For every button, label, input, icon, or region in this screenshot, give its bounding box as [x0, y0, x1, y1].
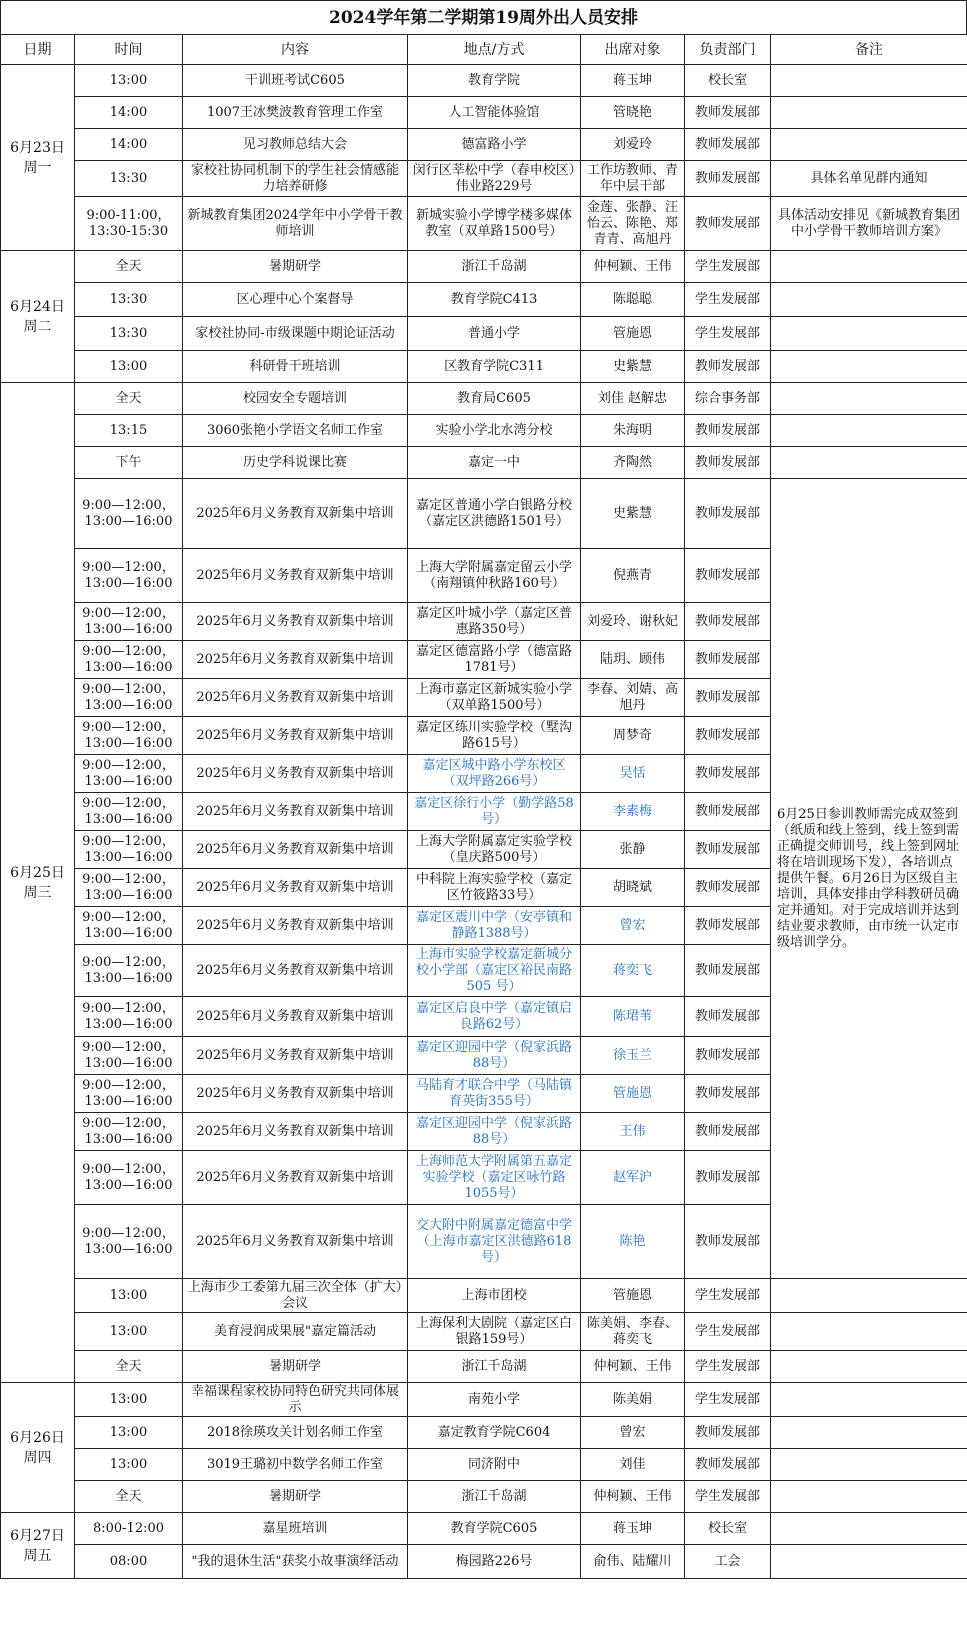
content-cell: 2025年6月义务教育双新集中培训 [183, 1075, 408, 1113]
content-cell: 2025年6月义务教育双新集中培训 [183, 755, 408, 793]
place-cell: 浙江千岛湖 [408, 1481, 581, 1513]
place-cell: 嘉定区城中路小学东校区（双坪路266号） [408, 755, 581, 793]
people-cell: 张静 [581, 831, 685, 869]
dept-cell: 学生发展部 [685, 1481, 771, 1513]
table-row [1, 65, 967, 97]
place-cell: 浙江千岛湖 [408, 251, 581, 283]
dept-cell: 教师发展部 [685, 97, 771, 129]
note-cell [771, 97, 967, 129]
time-cell: 14:00 [75, 129, 183, 161]
people-cell: 赵军沪 [581, 1151, 685, 1205]
time-cell: 9:00—12:00，13:00—16:00 [75, 603, 183, 641]
people-cell: 刘佳 [581, 1449, 685, 1481]
table-row [1, 1313, 967, 1351]
people-cell: 倪燕青 [581, 549, 685, 603]
people-cell: 蒋玉坤 [581, 1513, 685, 1545]
note-cell [771, 1417, 967, 1449]
note-cell [771, 415, 967, 447]
dept-cell: 教师发展部 [685, 641, 771, 679]
content-cell: 幸福课程家校协同特色研究共同体展示 [183, 1383, 408, 1417]
place-cell: 嘉定区叶城小学（嘉定区普惠路350号） [408, 603, 581, 641]
table-row [1, 283, 967, 317]
people-cell: 李春、刘婧、高旭丹 [581, 679, 685, 717]
time-cell: 13:00 [75, 1449, 183, 1481]
dept-cell: 学生发展部 [685, 1383, 771, 1417]
weekday-text: 周三 [23, 884, 52, 901]
dept-cell: 教师发展部 [685, 793, 771, 831]
people-cell: 刘爱玲、谢秋妃 [581, 603, 685, 641]
page-title: 2024学年第二学期第19周外出人员安排 [0, 0, 967, 34]
people-cell: 陈聪聪 [581, 283, 685, 317]
time-cell: 13:30 [75, 161, 183, 197]
place-cell: 实验小学北水湾分校 [408, 415, 581, 447]
people-cell: 陈艳 [581, 1205, 685, 1279]
dept-cell: 教师发展部 [685, 907, 771, 945]
content-cell: 见习教师总结大会 [183, 129, 408, 161]
content-cell: 历史学科说课比赛 [183, 447, 408, 479]
note-cell [771, 65, 967, 97]
table-row [1, 97, 967, 129]
table-row [1, 1513, 967, 1545]
place-cell: 教育学院 [408, 65, 581, 97]
note-cell [771, 1351, 967, 1383]
content-cell: 科研骨干班培训 [183, 351, 408, 383]
note-cell [771, 383, 967, 415]
place-cell: 嘉定区德富路小学（德富路1781号） [408, 641, 581, 679]
content-cell: 2025年6月义务教育双新集中培训 [183, 869, 408, 907]
date-text: 6月27日 [10, 1527, 65, 1544]
place-cell: 嘉定区迎园中学（倪家浜路88号） [408, 1113, 581, 1151]
people-cell: 李素梅 [581, 793, 685, 831]
people-cell: 管晓艳 [581, 97, 685, 129]
time-cell: 9:00—12:00，13:00—16:00 [75, 869, 183, 907]
content-cell: 上海市少工委第九届三次全体（扩大）会议 [183, 1279, 408, 1313]
content-cell: 2025年6月义务教育双新集中培训 [183, 831, 408, 869]
date-cell [1, 1383, 75, 1513]
dept-cell: 教师发展部 [685, 831, 771, 869]
weekday-text: 周四 [23, 1449, 52, 1466]
time-cell: 13:00 [75, 1279, 183, 1313]
place-cell: 人工智能体验馆 [408, 97, 581, 129]
people-cell: 曾宏 [581, 1417, 685, 1449]
table-row [1, 1351, 967, 1383]
note-cell [771, 251, 967, 283]
place-cell: 梅园路226号 [408, 1545, 581, 1579]
time-cell: 13:00 [75, 351, 183, 383]
place-cell: 交大附中附属嘉定德富中学（上海市嘉定区洪德路618号） [408, 1205, 581, 1279]
content-cell: 2025年6月义务教育双新集中培训 [183, 679, 408, 717]
place-cell: 嘉定教育学院C604 [408, 1417, 581, 1449]
content-cell: 2025年6月义务教育双新集中培训 [183, 603, 408, 641]
dept-cell: 教师发展部 [685, 1417, 771, 1449]
time-cell: 08:00 [75, 1545, 183, 1579]
people-cell: 金莲、张静、汪怡云、陈艳、郑青青、高旭丹 [581, 197, 685, 251]
table-row [1, 251, 967, 283]
people-cell: 仲柯颖、王伟 [581, 1481, 685, 1513]
people-cell: 朱海明 [581, 415, 685, 447]
place-cell: 嘉定一中 [408, 447, 581, 479]
place-cell: 教育局C605 [408, 383, 581, 415]
date-cell [1, 1513, 75, 1579]
people-cell: 史紫慧 [581, 479, 685, 549]
time-cell: 9:00—12:00，13:00—16:00 [75, 1075, 183, 1113]
time-cell: 13:00 [75, 1313, 183, 1351]
dept-cell: 教师发展部 [685, 755, 771, 793]
header-dept: 负责部门 [685, 35, 771, 65]
time-cell: 13:30 [75, 283, 183, 317]
dept-cell: 综合事务部 [685, 383, 771, 415]
people-cell: 蒋奕飞 [581, 945, 685, 997]
content-cell: 2025年6月义务教育双新集中培训 [183, 1151, 408, 1205]
place-cell: 上海保利大剧院（嘉定区白银路159号） [408, 1313, 581, 1351]
people-cell: 刘爱玲 [581, 129, 685, 161]
time-cell: 9:00—12:00，13:00—16:00 [75, 1205, 183, 1279]
people-cell: 陈美娟 [581, 1383, 685, 1417]
table-row [1, 1545, 967, 1579]
content-cell: 干训班考试C605 [183, 65, 408, 97]
time-cell: 9:00—12:00，13:00—16:00 [75, 755, 183, 793]
dept-cell: 教师发展部 [685, 945, 771, 997]
content-cell: 2025年6月义务教育双新集中培训 [183, 1113, 408, 1151]
content-cell: 2025年6月义务教育双新集中培训 [183, 641, 408, 679]
people-cell: 徐玉兰 [581, 1037, 685, 1075]
dept-cell: 学生发展部 [685, 283, 771, 317]
place-cell: 区教育学院C311 [408, 351, 581, 383]
people-cell: 周梦奇 [581, 717, 685, 755]
dept-cell: 教师发展部 [685, 717, 771, 755]
place-cell: 闵行区莘松中学（春申校区）伟业路229号 [408, 161, 581, 197]
time-cell: 9:00-11:00，13:30-15:30 [75, 197, 183, 251]
people-cell: 仲柯颖、王伟 [581, 1351, 685, 1383]
place-cell: 中科院上海实验学校（嘉定区竹筱路33号） [408, 869, 581, 907]
content-cell: 嘉星班培训 [183, 1513, 408, 1545]
place-cell: 嘉定区震川中学（安亭镇和静路1388号） [408, 907, 581, 945]
dept-cell: 教师发展部 [685, 351, 771, 383]
place-cell: 普通小学 [408, 317, 581, 351]
dept-cell: 校长室 [685, 1513, 771, 1545]
people-cell: 管施恩 [581, 317, 685, 351]
note-cell [771, 1313, 967, 1351]
note-cell [771, 351, 967, 383]
content-cell: 2018徐瑛攻关计划名师工作室 [183, 1417, 408, 1449]
place-cell: 德富路小学 [408, 129, 581, 161]
weekday-text: 周一 [23, 159, 52, 176]
date-text: 6月26日 [10, 1429, 65, 1446]
table-row [1, 479, 967, 549]
time-cell: 全天 [75, 251, 183, 283]
time-cell: 9:00—12:00，13:00—16:00 [75, 945, 183, 997]
dept-cell: 教师发展部 [685, 869, 771, 907]
place-cell: 上海市实验学校嘉定新城分校小学部（嘉定区裕民南路 505 号） [408, 945, 581, 997]
people-cell: 吴恬 [581, 755, 685, 793]
time-cell: 9:00—12:00，13:00—16:00 [75, 549, 183, 603]
dept-cell: 教师发展部 [685, 1205, 771, 1279]
note-cell [771, 1545, 967, 1579]
weekday-text: 周二 [23, 318, 52, 335]
people-cell: 俞伟、陆耀川 [581, 1545, 685, 1579]
note-cell [771, 129, 967, 161]
content-cell: 2025年6月义务教育双新集中培训 [183, 945, 408, 997]
people-cell: 管施恩 [581, 1279, 685, 1313]
note-cell: 具体名单见群内通知 [771, 161, 967, 197]
table-row [1, 447, 967, 479]
header-people: 出席对象 [581, 35, 685, 65]
place-cell: 浙江千岛湖 [408, 1351, 581, 1383]
place-cell: 上海市嘉定区新城实验小学（双单路1500号） [408, 679, 581, 717]
dept-cell: 教师发展部 [685, 1037, 771, 1075]
table-row [1, 317, 967, 351]
date-text: 6月23日 [10, 139, 65, 156]
table-row [1, 161, 967, 197]
people-cell: 齐陶然 [581, 447, 685, 479]
place-cell: 上海大学附属嘉定实验学校（皇庆路500号） [408, 831, 581, 869]
date-cell [1, 251, 75, 383]
time-cell: 9:00—12:00，13:00—16:00 [75, 1113, 183, 1151]
dept-cell: 教师发展部 [685, 1151, 771, 1205]
header-note: 备注 [771, 35, 967, 65]
table-row [1, 1449, 967, 1481]
time-cell: 9:00—12:00，13:00—16:00 [75, 641, 183, 679]
dept-cell: 教师发展部 [685, 1113, 771, 1151]
dept-cell: 教师发展部 [685, 415, 771, 447]
dept-cell: 教师发展部 [685, 161, 771, 197]
table-row [1, 351, 967, 383]
content-cell: 2025年6月义务教育双新集中培训 [183, 549, 408, 603]
table-row [1, 1383, 967, 1417]
content-cell: 暑期研学 [183, 1351, 408, 1383]
place-cell: 上海市团校 [408, 1279, 581, 1313]
content-cell: "我的退休生活"获奖小故事演绎活动 [183, 1545, 408, 1579]
time-cell: 全天 [75, 1351, 183, 1383]
place-cell: 嘉定区启良中学（嘉定镇启良路62号） [408, 997, 581, 1037]
table-row [1, 383, 967, 415]
time-cell: 9:00—12:00，13:00—16:00 [75, 479, 183, 549]
dept-cell: 学生发展部 [685, 1313, 771, 1351]
date-text: 6月25日 [10, 864, 65, 881]
dept-cell: 教师发展部 [685, 679, 771, 717]
people-cell: 陆玥、顾伟 [581, 641, 685, 679]
content-cell: 美育浸润成果展"嘉定篇活动 [183, 1313, 408, 1351]
people-cell: 陈美娟、李春、蒋奕飞 [581, 1313, 685, 1351]
dept-cell: 教师发展部 [685, 479, 771, 549]
dept-cell: 工会 [685, 1545, 771, 1579]
time-cell: 8:00-12:00 [75, 1513, 183, 1545]
header-row [1, 35, 967, 65]
content-cell: 2025年6月义务教育双新集中培训 [183, 717, 408, 755]
content-cell: 2025年6月义务教育双新集中培训 [183, 907, 408, 945]
schedule-table [0, 34, 967, 1579]
place-cell: 嘉定区迎园中学（倪家浜路88号） [408, 1037, 581, 1075]
table-row [1, 1417, 967, 1449]
time-cell: 9:00—12:00，13:00—16:00 [75, 717, 183, 755]
content-cell: 新城教育集团2024学年中小学骨干教师培训 [183, 197, 408, 251]
content-cell: 2025年6月义务教育双新集中培训 [183, 1205, 408, 1279]
date-cell [1, 65, 75, 251]
time-cell: 9:00—12:00，13:00—16:00 [75, 679, 183, 717]
dept-cell: 教师发展部 [685, 603, 771, 641]
table-row [1, 1481, 967, 1513]
people-cell: 仲柯颖、王伟 [581, 251, 685, 283]
note-cell [771, 447, 967, 479]
place-cell: 南苑小学 [408, 1383, 581, 1417]
table-row [1, 1279, 967, 1313]
dept-cell: 学生发展部 [685, 1351, 771, 1383]
table-row [1, 129, 967, 161]
date-text: 6月24日 [10, 298, 65, 315]
time-cell: 13:30 [75, 317, 183, 351]
place-cell: 嘉定区徐行小学（勤学路58号） [408, 793, 581, 831]
dept-cell: 教师发展部 [685, 129, 771, 161]
content-cell: 2025年6月义务教育双新集中培训 [183, 1037, 408, 1075]
time-cell: 14:00 [75, 97, 183, 129]
note-cell [771, 1481, 967, 1513]
place-cell: 教育学院C605 [408, 1513, 581, 1545]
place-cell: 马陆育才联合中学（马陆镇育英街355号） [408, 1075, 581, 1113]
people-cell: 蒋玉坤 [581, 65, 685, 97]
time-cell: 9:00—12:00，13:00—16:00 [75, 1151, 183, 1205]
time-cell: 13:15 [75, 415, 183, 447]
content-cell: 区心理中心个案督导 [183, 283, 408, 317]
dept-cell: 教师发展部 [685, 197, 771, 251]
people-cell: 王伟 [581, 1113, 685, 1151]
place-cell: 教育学院C413 [408, 283, 581, 317]
content-cell: 校园安全专题培训 [183, 383, 408, 415]
time-cell: 下午 [75, 447, 183, 479]
place-cell: 上海大学附属嘉定留云小学（南翔镇仲秋路160号） [408, 549, 581, 603]
note-cell [771, 1513, 967, 1545]
dept-cell: 校长室 [685, 65, 771, 97]
dept-cell: 学生发展部 [685, 1279, 771, 1313]
place-cell: 上海师范大学附属第五嘉定实验学校（嘉定区咏竹路1055号） [408, 1151, 581, 1205]
table-row [1, 415, 967, 447]
table-row [1, 197, 967, 251]
time-cell: 13:00 [75, 65, 183, 97]
header-time: 时间 [75, 35, 183, 65]
dept-cell: 教师发展部 [685, 1075, 771, 1113]
people-cell: 陈珺苇 [581, 997, 685, 1037]
time-cell: 9:00—12:00，13:00—16:00 [75, 1037, 183, 1075]
note-cell [771, 283, 967, 317]
content-cell: 2025年6月义务教育双新集中培训 [183, 793, 408, 831]
content-cell: 家校社协同-市级课题中期论证活动 [183, 317, 408, 351]
content-cell: 家校社协同机制下的学生社会情感能力培养研修 [183, 161, 408, 197]
header-content: 内容 [183, 35, 408, 65]
time-cell: 全天 [75, 1481, 183, 1513]
dept-cell: 学生发展部 [685, 317, 771, 351]
content-cell: 暑期研学 [183, 251, 408, 283]
content-cell: 2025年6月义务教育双新集中培训 [183, 997, 408, 1037]
dept-cell: 教师发展部 [685, 997, 771, 1037]
place-cell: 新城实验小学博学楼多媒体教室（双单路1500号） [408, 197, 581, 251]
people-cell: 胡晓斌 [581, 869, 685, 907]
content-cell: 2025年6月义务教育双新集中培训 [183, 479, 408, 549]
merged-note-cell: 6月25日参训教师需完成双签到（纸质和线上签到，线上签到需正确提交师训号，线上签到网址将在培训现场下发），各培训点提供午餐。6月26日为区级自主培训，具体安排由学科教研员确定并通知。对于完成培训并达到结业要求教师，由市统一认定市级培训学分。 [771, 479, 967, 1279]
dept-cell: 教师发展部 [685, 447, 771, 479]
content-cell: 1007王冰樊波教育管理工作室 [183, 97, 408, 129]
header-date: 日期 [1, 35, 75, 65]
note-cell [771, 317, 967, 351]
note-cell [771, 1279, 967, 1313]
time-cell: 13:00 [75, 1417, 183, 1449]
weekday-text: 周五 [23, 1547, 52, 1564]
time-cell: 9:00—12:00，13:00—16:00 [75, 907, 183, 945]
note-cell: 具体活动安排见《新城教育集团中小学骨干教师培训方案》 [771, 197, 967, 251]
time-cell: 全天 [75, 383, 183, 415]
people-cell: 史紫慧 [581, 351, 685, 383]
time-cell: 9:00—12:00，13:00—16:00 [75, 831, 183, 869]
content-cell: 3019王璐初中数学名师工作室 [183, 1449, 408, 1481]
date-cell [1, 383, 75, 1383]
dept-cell: 教师发展部 [685, 549, 771, 603]
note-cell [771, 1383, 967, 1417]
content-cell: 3060张艳小学语文名师工作室 [183, 415, 408, 447]
header-place: 地点/方式 [408, 35, 581, 65]
dept-cell: 教师发展部 [685, 1449, 771, 1481]
place-cell: 嘉定区普通小学白银路分校（嘉定区洪德路1501号） [408, 479, 581, 549]
dept-cell: 学生发展部 [685, 251, 771, 283]
note-cell [771, 1449, 967, 1481]
content-cell: 暑期研学 [183, 1481, 408, 1513]
people-cell: 曾宏 [581, 907, 685, 945]
time-cell: 9:00—12:00，13:00—16:00 [75, 793, 183, 831]
place-cell: 同济附中 [408, 1449, 581, 1481]
people-cell: 工作坊教师、青年中层干部 [581, 161, 685, 197]
people-cell: 刘佳 赵解忠 [581, 383, 685, 415]
time-cell: 13:00 [75, 1383, 183, 1417]
people-cell: 管施恩 [581, 1075, 685, 1113]
place-cell: 嘉定区练川实验学校（墅沟路615号） [408, 717, 581, 755]
time-cell: 9:00—12:00，13:00—16:00 [75, 997, 183, 1037]
